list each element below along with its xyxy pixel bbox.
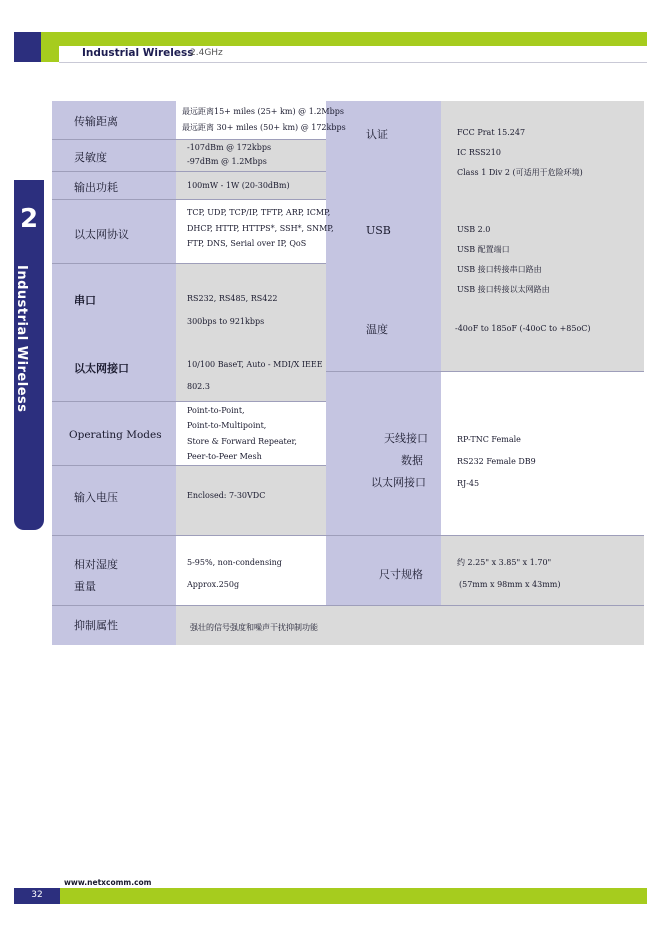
row-divider bbox=[52, 535, 644, 536]
ethernet-value: RJ-45 bbox=[457, 479, 480, 488]
header-rule bbox=[59, 62, 647, 63]
ethernet-protocol-label: 以太网协议 bbox=[74, 228, 129, 241]
sensitivity-label: 灵敏度 bbox=[74, 151, 107, 164]
distance-value-2: 最远距离 30+ miles (50+ km) @ 172kbps bbox=[182, 123, 346, 132]
ethernet-label: 以太网接口 bbox=[371, 476, 426, 489]
certification-value-2: IC RSS210 bbox=[457, 148, 501, 157]
chapter-number: 2 bbox=[19, 204, 39, 234]
usb-label: USB bbox=[366, 224, 391, 237]
usb-value-1: USB 2.0 bbox=[457, 225, 491, 234]
weight-value: Approx.250g bbox=[187, 580, 240, 589]
dimensions-label: 尺寸规格 bbox=[379, 568, 423, 581]
row-divider bbox=[52, 263, 326, 264]
ethernet-protocol-value-1: TCP, UDP, TCP/IP, TFTP, ARP, ICMP, bbox=[187, 208, 331, 217]
temperature-label: 温度 bbox=[366, 323, 388, 336]
row-divider bbox=[326, 371, 644, 372]
ethernet-port-value-2: 802.3 bbox=[187, 382, 210, 391]
row-divider bbox=[52, 171, 326, 172]
suppression-value: 强壮的信号强度和噪声干扰抑制功能 bbox=[190, 623, 318, 632]
dimensions-value-2: (57mm x 98mm x 43mm) bbox=[459, 580, 561, 589]
left-label-column bbox=[52, 101, 176, 605]
data-label: 数据 bbox=[401, 454, 423, 467]
ethernet-protocol-value-3: FTP, DNS, Serial over IP, QoS bbox=[187, 239, 307, 248]
humidity-value-bg bbox=[176, 535, 326, 605]
ethernet-port-value-1: 10/100 BaseT, Auto - MDI/X IEEE bbox=[187, 360, 323, 369]
distance-value-1: 最远距离15+ miles (25+ km) @ 1.2Mbps bbox=[182, 107, 344, 116]
certification-value-1: FCC Prat 15.247 bbox=[457, 128, 526, 137]
footer-url[interactable]: www.netxcomm.com bbox=[64, 878, 152, 887]
dimensions-value-1: 约 2.25" x 3.85" x 1.70" bbox=[457, 558, 552, 567]
operating-modes-value-2: Point-to-Multipoint, bbox=[187, 421, 267, 430]
right-value-mid-bg bbox=[441, 371, 644, 535]
operating-modes-value-3: Store & Forward Repeater, bbox=[187, 437, 297, 446]
chapter-title: Industrial Wireless bbox=[14, 265, 29, 413]
usb-value-4: USB 接口转接以太网路由 bbox=[457, 285, 550, 294]
header-title: Industrial Wireless bbox=[82, 47, 194, 59]
distance-label: 传输距离 bbox=[74, 115, 118, 128]
certification-value-3: Class 1 Div 2 (可适用于危险环境) bbox=[457, 168, 583, 177]
usb-value-2: USB 配置端口 bbox=[457, 245, 510, 254]
header-subtitle: 2.4GHz bbox=[190, 48, 223, 58]
humidity-label: 相对湿度 bbox=[74, 558, 118, 571]
serial-label: 串口 bbox=[74, 294, 96, 307]
input-voltage-label: 输入电压 bbox=[74, 491, 118, 504]
serial-value-1: RS232, RS485, RS422 bbox=[187, 294, 278, 303]
operating-modes-label: Operating Modes bbox=[69, 429, 162, 441]
row-divider bbox=[52, 199, 326, 200]
antenna-label: 天线接口 bbox=[384, 432, 428, 445]
page-number: 32 bbox=[31, 890, 43, 900]
suppression-label: 抑制属性 bbox=[74, 619, 118, 632]
humidity-value: 5-95%, non-condensing bbox=[187, 558, 282, 567]
certification-label: 认证 bbox=[366, 128, 388, 141]
row-divider bbox=[52, 605, 644, 606]
footer-band bbox=[60, 888, 647, 904]
input-voltage-value: Enclosed: 7-30VDC bbox=[187, 491, 266, 500]
output-power-value: 100mW - 1W (20-30dBm) bbox=[187, 181, 290, 190]
sensitivity-value-1: -107dBm @ 172kbps bbox=[187, 143, 272, 152]
ethernet-protocol-value-2: DHCP, HTTP, HTTPS*, SSH*, SNMP, bbox=[187, 224, 334, 233]
row-divider bbox=[52, 465, 326, 466]
output-power-label: 输出功耗 bbox=[74, 181, 118, 194]
data-value: RS232 Female DB9 bbox=[457, 457, 536, 466]
ethernet-port-label: 以太网接口 bbox=[74, 362, 129, 375]
operating-modes-value-4: Peer-to-Peer Mesh bbox=[187, 452, 262, 461]
sensitivity-value-2: -97dBm @ 1.2Mbps bbox=[187, 157, 267, 166]
antenna-value: RP-TNC Female bbox=[457, 435, 521, 444]
operating-modes-value-1: Point-to-Point, bbox=[187, 406, 245, 415]
dimensions-value-bg bbox=[441, 535, 644, 605]
weight-label: 重量 bbox=[74, 580, 96, 593]
row-divider bbox=[52, 401, 326, 402]
usb-value-3: USB 接口转接串口路由 bbox=[457, 265, 542, 274]
header-corner bbox=[14, 32, 41, 62]
serial-value-2: 300bps to 921kbps bbox=[187, 317, 265, 326]
right-label-column bbox=[326, 101, 441, 535]
temperature-value: -40oF to 185oF (-40oC to +85oC) bbox=[455, 324, 591, 333]
